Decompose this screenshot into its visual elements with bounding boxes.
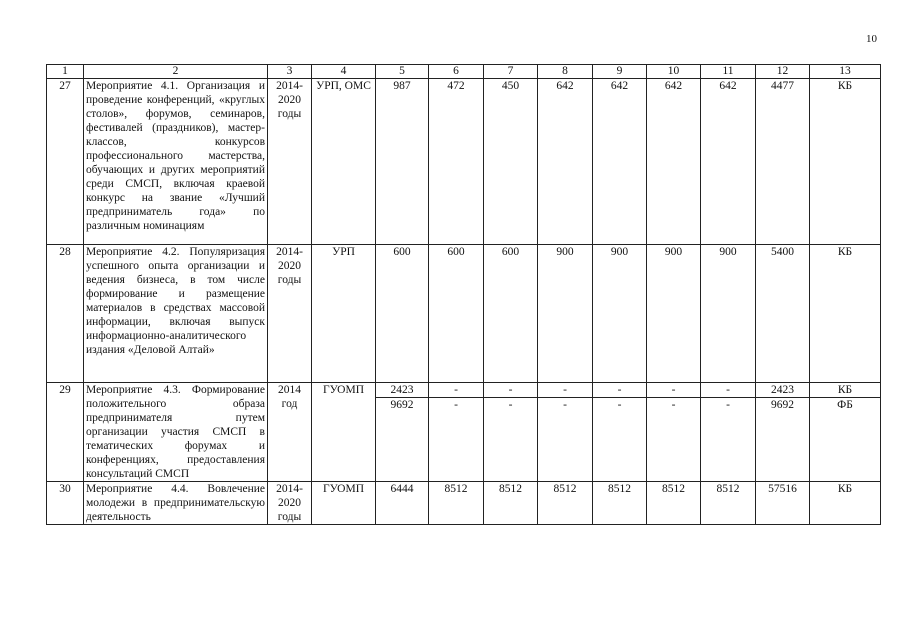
executor: УРП, ОМС xyxy=(312,79,376,245)
value-cell: 8512 xyxy=(538,482,593,525)
value-cell: 642 xyxy=(701,79,756,245)
period: 2014 год xyxy=(268,383,312,482)
funding-source: КБ xyxy=(810,79,881,245)
value-fb: - xyxy=(726,399,730,411)
page-number: 10 xyxy=(866,33,877,45)
measure-description: Мероприятие 4.1. Организация и проведение конференций, «круглых столов», форумов, семинаров, фестивалей (праздников), мастер-классов, конкурсов профессионального мастерства, обучающих и других мероприятий среди СМСП, включая краевой конкурс на звание «Лучший предприниматель года» по различным номинациям xyxy=(84,79,268,245)
column-header: 10 xyxy=(647,65,701,79)
value-fb: 9692 xyxy=(771,399,794,411)
table-row xyxy=(47,383,881,482)
value-cell xyxy=(647,383,701,482)
table-row xyxy=(47,245,881,383)
value-cell: 4477 xyxy=(756,79,810,245)
value-cell: 8512 xyxy=(701,482,756,525)
funding-source: КБ xyxy=(810,245,881,383)
value-kb: - xyxy=(593,383,646,398)
executor: ГУОМП xyxy=(312,482,376,525)
value-kb: - xyxy=(647,383,700,398)
value-fb: - xyxy=(508,399,513,411)
row-number: 28 xyxy=(47,245,84,383)
value-cell xyxy=(756,383,810,482)
column-header: 2 xyxy=(84,65,268,79)
source-fb: ФБ xyxy=(837,399,853,411)
table-row xyxy=(47,482,881,525)
column-header: 11 xyxy=(701,65,756,79)
value-cell xyxy=(376,383,429,482)
value-cell: 57516 xyxy=(756,482,810,525)
value-cell: 900 xyxy=(701,245,756,383)
column-header: 3 xyxy=(268,65,312,79)
period: 2014-2020 годы xyxy=(268,482,312,525)
value-cell xyxy=(593,383,647,482)
value-kb: 2423 xyxy=(376,383,428,398)
value-cell: 642 xyxy=(593,79,647,245)
value-cell: 600 xyxy=(376,245,429,383)
value-cell: 8512 xyxy=(429,482,484,525)
value-cell xyxy=(484,383,538,482)
column-header: 7 xyxy=(484,65,538,79)
value-cell: 6444 xyxy=(376,482,429,525)
column-header: 6 xyxy=(429,65,484,79)
period: 2014-2020 годы xyxy=(268,79,312,245)
value-cell: 8512 xyxy=(593,482,647,525)
value-fb: 9692 xyxy=(390,399,414,411)
value-cell: 472 xyxy=(429,79,484,245)
value-fb: - xyxy=(671,399,676,411)
header-row xyxy=(47,65,881,79)
value-cell: 600 xyxy=(484,245,538,383)
source-kb: КБ xyxy=(810,383,880,398)
value-cell: 642 xyxy=(538,79,593,245)
column-header: 5 xyxy=(376,65,429,79)
column-header: 12 xyxy=(756,65,810,79)
column-header: 13 xyxy=(810,65,881,79)
column-header: 1 xyxy=(47,65,84,79)
program-table xyxy=(46,64,881,525)
column-header: 8 xyxy=(538,65,593,79)
table-body xyxy=(47,65,881,525)
row-number: 29 xyxy=(47,383,84,482)
column-header: 4 xyxy=(312,65,376,79)
value-kb: - xyxy=(484,383,537,398)
value-cell: 5400 xyxy=(756,245,810,383)
measure-description: Мероприятие 4.3. Формирование положительного образа предпринимателя путем организации участия СМСП в тематических форумах и конференциях, предоставления консультаций СМСП xyxy=(84,383,268,482)
value-fb: - xyxy=(563,399,567,411)
table-row xyxy=(47,79,881,245)
value-kb: - xyxy=(429,383,483,398)
row-number: 27 xyxy=(47,79,84,245)
value-cell xyxy=(538,383,593,482)
period: 2014-2020 годы xyxy=(268,245,312,383)
executor: ГУОМП xyxy=(312,383,376,482)
executor: УРП xyxy=(312,245,376,383)
value-kb: 2423 xyxy=(756,383,809,398)
value-cell: 642 xyxy=(647,79,701,245)
value-cell: 900 xyxy=(538,245,593,383)
funding-source xyxy=(810,383,881,482)
row-number: 30 xyxy=(47,482,84,525)
value-fb: - xyxy=(617,399,622,411)
value-cell: 900 xyxy=(647,245,701,383)
value-kb: - xyxy=(538,383,592,398)
value-fb: - xyxy=(454,399,458,411)
value-cell: 900 xyxy=(593,245,647,383)
column-header: 9 xyxy=(593,65,647,79)
value-cell: 600 xyxy=(429,245,484,383)
measure-description: Мероприятие 4.4. Вовлечение молодежи в предпринимательскую деятельность xyxy=(84,482,268,525)
measure-description: Мероприятие 4.2. Популяризация успешного опыта организации и ведения бизнеса, в том числе формирование и размещение материалов в средствах массовой информации, включая выпуск информационно-аналитического издания «Деловой Алтай» xyxy=(84,245,268,383)
value-cell: 8512 xyxy=(647,482,701,525)
value-cell: 8512 xyxy=(484,482,538,525)
funding-source: КБ xyxy=(810,482,881,525)
value-kb: - xyxy=(701,383,755,398)
value-cell xyxy=(701,383,756,482)
value-cell xyxy=(429,383,484,482)
value-cell: 450 xyxy=(484,79,538,245)
value-cell: 987 xyxy=(376,79,429,245)
